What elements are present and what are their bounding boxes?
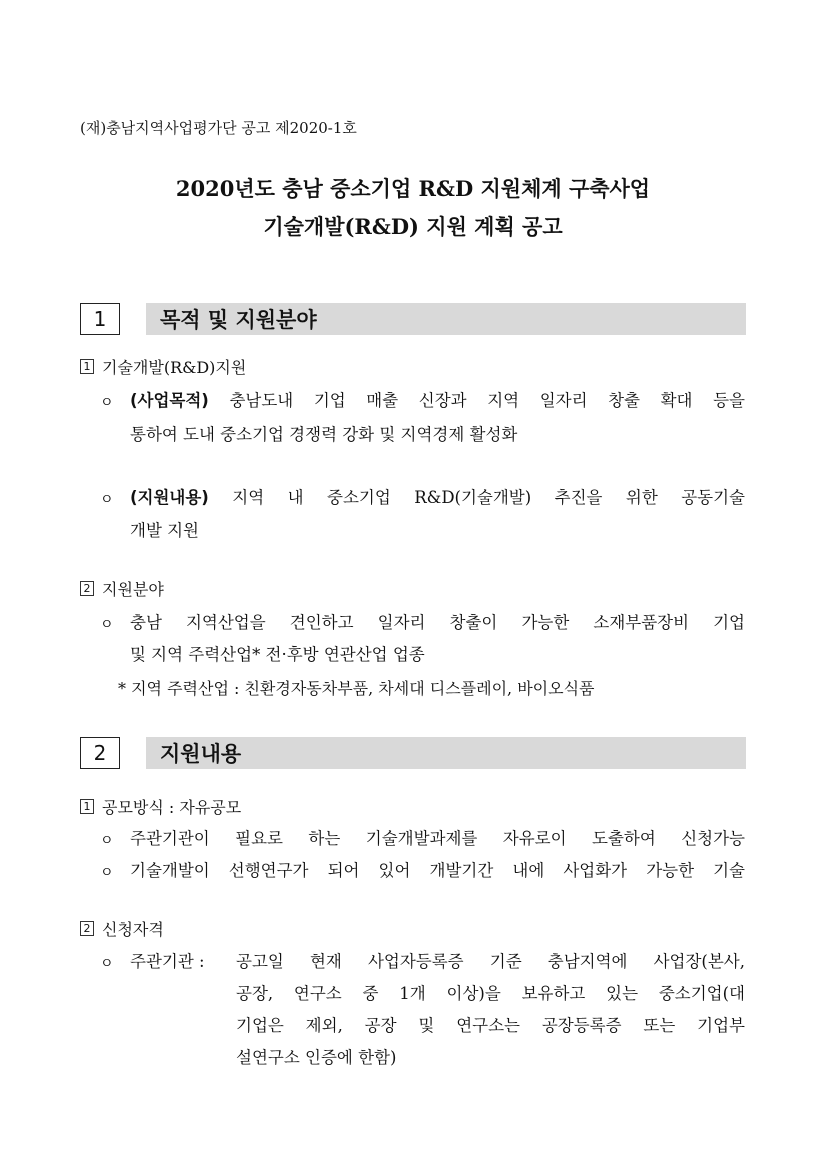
subsection-title: 기술개발(R&D)지원	[102, 358, 247, 377]
item-text-continued: 공장, 연구소 중 1개 이상)을 보유하고 있는 중소기업(대	[236, 984, 745, 1003]
bullet-icon: ㅇ	[100, 395, 114, 411]
item-text-continued: 설연구소 인증에 한함)	[236, 1048, 397, 1067]
item-keyword: (지원내용)	[130, 488, 209, 507]
bullet-icon: ㅇ	[100, 492, 114, 508]
notice-number: (재)충남지역사업평가단 공고 제2020-1호	[80, 119, 357, 137]
item-text: 공고일 현재 사업자등록증 기준 충남지역에 사업장(본사,	[236, 952, 745, 971]
bullet-icon: ㅇ	[100, 865, 114, 881]
list-item	[130, 387, 745, 411]
subsection-2-1	[80, 795, 241, 818]
bullet-icon: ㅇ	[100, 617, 114, 633]
list-item: 기술개발이 선행연구가 되어 있어 개발기간 내에 사업화가 가능한 기술	[130, 861, 745, 880]
item-text: 충남도내 기업 매출 신장과 지역 일자리 창출 확대 등을	[208, 391, 745, 410]
list-item: 충남 지역산업을 견인하고 일자리 창출이 가능한 소재부품장비 기업	[130, 613, 745, 632]
bullet-icon: ㅇ	[100, 833, 114, 849]
item-text: 지역 내 중소기업 R&D(기술개발) 추진을 위한 공동기술	[208, 488, 745, 507]
section-number-1: 1	[80, 303, 120, 335]
list-item	[130, 484, 745, 508]
subsection-1-2	[80, 577, 164, 600]
subsection-number-box: 2	[80, 581, 94, 596]
subsection-1-1	[80, 355, 246, 378]
document-title-line1: 2020년도 충남 중소기업 R&D 지원체계 구축사업	[175, 176, 651, 201]
item-text-continued: 통하여 도내 중소기업 경쟁력 강화 및 지역경제 활성화	[130, 425, 518, 444]
item-text-continued: 개발 지원	[130, 521, 200, 540]
subsection-title: 공모방식 : 자유공모	[102, 798, 242, 817]
section-heading-1: 목적 및 지원분야	[146, 303, 746, 335]
subsection-title: 신청자격	[102, 920, 164, 939]
subsection-number-box: 1	[80, 359, 94, 374]
bullet-icon: ㅇ	[100, 956, 114, 972]
subsection-number-box: 2	[80, 921, 94, 936]
section-number-2: 2	[80, 737, 120, 769]
document-title-line2: 기술개발(R&D) 지원 계획 공고	[263, 214, 563, 239]
item-keyword: (사업목적)	[130, 391, 209, 410]
section-heading-2: 지원내용	[146, 737, 746, 769]
list-item: 주관기관이 필요로 하는 기술개발과제를 자유로이 도출하여 신청가능	[130, 829, 745, 848]
subsection-2-2	[80, 917, 164, 940]
item-label: 주관기관 :	[130, 952, 205, 971]
item-text-continued: 및 지역 주력산업* 전·후방 연관산업 업종	[130, 645, 425, 664]
footnote: * 지역 주력산업 : 친환경자동차부품, 차세대 디스플레이, 바이오식품	[118, 679, 595, 698]
item-text-continued: 기업은 제외, 공장 및 연구소는 공장등록증 또는 기업부	[236, 1016, 745, 1035]
subsection-number-box: 1	[80, 799, 94, 814]
subsection-title: 지원분야	[102, 580, 164, 599]
